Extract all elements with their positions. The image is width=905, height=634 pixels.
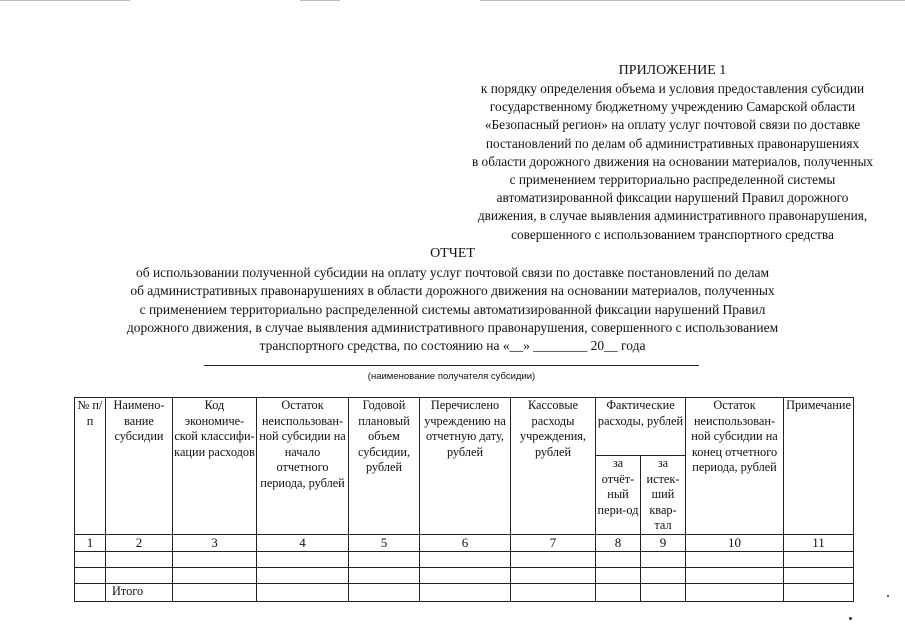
column-number: 5 — [349, 534, 420, 551]
table-cell[interactable] — [686, 567, 784, 583]
header-cell-closing-balance: Остаток неиспользован-ной субсидии на конец отчетного периода, рублей — [686, 398, 784, 535]
table-cell[interactable] — [75, 583, 106, 601]
column-number: 10 — [686, 534, 784, 551]
header-cell-number: № п/п — [75, 398, 106, 535]
table-header-row — [75, 398, 854, 456]
table-cell[interactable] — [641, 551, 686, 567]
table-cell[interactable] — [75, 551, 106, 567]
table-cell[interactable] — [106, 551, 173, 567]
report-line: об административных правонарушениях в области дорожного движения на основании материалов, полученных — [130, 283, 775, 299]
report-description — [0, 264, 905, 355]
table-cell[interactable] — [349, 551, 420, 567]
table-cell[interactable] — [511, 551, 596, 567]
report-line: транспортного средства, по состоянию на «__» ________ 20__ года — [259, 338, 646, 354]
appendix-line: движения, в случае выявления административного правонарушения, — [477, 208, 868, 224]
header-cell-cash-expenses: Кассовые расходы учреждения, рублей — [511, 398, 596, 535]
appendix-line: к порядку определения объема и условия предоставления субсидии — [480, 81, 865, 96]
column-number: 2 — [106, 534, 173, 551]
table-cell[interactable] — [349, 583, 420, 601]
header-cell-transferred: Перечислено учреждению на отчетную дату, рублей — [420, 398, 511, 535]
column-number: 1 — [75, 534, 106, 551]
table-cell[interactable] — [596, 583, 641, 601]
column-number: 11 — [784, 534, 854, 551]
total-row — [75, 583, 854, 601]
recipient-name-field[interactable] — [204, 365, 699, 366]
total-label: Итого — [106, 583, 173, 601]
appendix-line: с применением территориально распределенной системы — [509, 172, 836, 188]
header-cell-opening-balance: Остаток неиспользован-ной субсидии на начало отчетного периода, рублей — [257, 398, 349, 535]
appendix-line: государственному бюджетному учреждению Самарской области — [489, 99, 856, 115]
header-cell-note: Примечание — [784, 398, 854, 535]
table-cell[interactable] — [420, 583, 511, 601]
table-cell[interactable] — [173, 583, 257, 601]
scan-speck — [887, 595, 889, 597]
table-cell[interactable] — [420, 551, 511, 567]
appendix-line: в области дорожного движения на основании материалов, полученных — [471, 153, 874, 169]
table-cell[interactable] — [641, 583, 686, 601]
table-cell[interactable] — [106, 567, 173, 583]
table-row — [75, 551, 854, 567]
table-cell[interactable] — [596, 551, 641, 567]
report-line: дорожного движения, в случае выявления административного правонарушения, совершенного с использованием — [126, 319, 779, 335]
table-cell[interactable] — [75, 567, 106, 583]
appendix-line: автоматизированной фиксации нарушений Правил дорожного — [496, 190, 849, 206]
table-cell[interactable] — [596, 567, 641, 583]
header-cell-economic-code: Код экономиче-ской классифи-кации расходов — [173, 398, 257, 535]
column-number-row — [75, 534, 854, 551]
column-number: 7 — [511, 534, 596, 551]
appendix-line: «Безопасный регион» на оплату услуг почтовой связи по доставке — [484, 117, 861, 133]
column-number: 4 — [257, 534, 349, 551]
header-cell-past-quarter: за истек-ший квар-тал — [641, 456, 686, 535]
table-cell[interactable] — [511, 567, 596, 583]
column-number: 3 — [173, 534, 257, 551]
table-cell[interactable] — [686, 583, 784, 601]
table-cell[interactable] — [784, 583, 854, 601]
report-title: ОТЧЕТ — [430, 246, 475, 261]
table-cell[interactable] — [257, 551, 349, 567]
table-cell[interactable] — [784, 551, 854, 567]
table-cell[interactable] — [420, 567, 511, 583]
scan-speck — [849, 617, 852, 620]
header-cell-subsidy-name: Наимено-вание субсидии — [106, 398, 173, 535]
table-row — [75, 567, 854, 583]
column-number: 8 — [596, 534, 641, 551]
header-cell-actual-expenses: Фактические расходы, рублей — [596, 398, 686, 456]
table-cell[interactable] — [257, 567, 349, 583]
recipient-caption: (наименование получателя субсидии) — [367, 371, 536, 382]
table-cell[interactable] — [686, 551, 784, 567]
column-number: 6 — [420, 534, 511, 551]
appendix-title: ПРИЛОЖЕНИЕ 1 — [618, 63, 727, 78]
table-cell[interactable] — [641, 567, 686, 583]
table-cell[interactable] — [784, 567, 854, 583]
table-cell[interactable] — [349, 567, 420, 583]
report-line: об использовании полученной субсидии на оплату услуг почтовой связи по доставке постановлений по делам — [135, 265, 770, 280]
table-cell[interactable] — [173, 567, 257, 583]
header-cell-reporting-period: за отчёт-ный пери-од — [596, 456, 641, 535]
subsidy-report-table — [74, 397, 854, 602]
scan-artifact-top-mid — [300, 0, 340, 1]
scan-artifact-top-right — [480, 0, 905, 1]
appendix-text — [370, 80, 905, 244]
table-cell[interactable] — [173, 551, 257, 567]
appendix-line: постановлений по делам об административных правонарушениях — [485, 135, 860, 151]
appendix-line: совершенного с использованием транспортного средства — [511, 226, 834, 242]
table-cell[interactable] — [257, 583, 349, 601]
scan-artifact-top-left — [0, 0, 130, 1]
header-cell-annual-volume: Годовой плановый объем субсидии, рублей — [349, 398, 420, 535]
column-number: 9 — [641, 534, 686, 551]
report-line: с применением территориально распределенной системы автоматизированной фиксации нарушений Правил — [139, 301, 766, 317]
table-cell[interactable] — [511, 583, 596, 601]
